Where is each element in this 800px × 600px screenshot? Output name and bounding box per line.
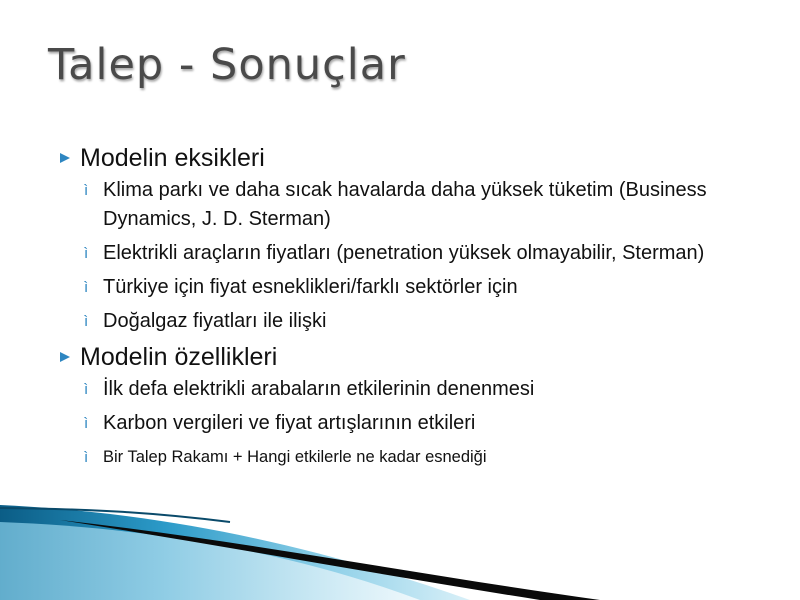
list-item <box>58 176 778 234</box>
section-heading-ozellikleri <box>58 341 778 373</box>
list-item <box>58 375 778 404</box>
sub-bullet-icon: ì <box>84 449 89 466</box>
list-item <box>58 307 778 336</box>
section-heading-eksikleri <box>58 142 778 174</box>
section-heading-text: Modelin eksikleri <box>80 144 265 172</box>
list-item <box>58 443 778 472</box>
sub-bullet-icon: ì <box>84 381 89 398</box>
sub-bullet-icon: ì <box>84 245 89 262</box>
triangle-bullet-icon <box>60 352 70 362</box>
list-item-text: Bir Talep Rakamı + Hangi etkilerle ne kadar esnediği <box>103 448 487 466</box>
triangle-bullet-icon <box>60 153 70 163</box>
list-item <box>58 409 778 438</box>
list-item-text: Karbon vergileri ve fiyat artışlarının etkileri <box>103 412 476 434</box>
sub-bullet-icon: ì <box>84 279 89 296</box>
list-item-text: Türkiye için fiyat esneklikleri/farklı sektörler için <box>103 276 518 298</box>
sub-bullet-icon: ì <box>84 182 89 199</box>
bullet-list <box>58 138 778 477</box>
sub-bullet-icon: ì <box>84 313 89 330</box>
list-item-text: İlk defa elektrikli arabaların etkilerinin denenmesi <box>103 378 535 400</box>
list-item <box>58 273 778 302</box>
sub-bullet-icon: ì <box>84 415 89 432</box>
list-item-text: Klima parkı ve daha sıcak havalarda daha yüksek tüketim (Business Dynamics, J. D. Sterman) <box>103 179 707 230</box>
list-item <box>58 239 778 268</box>
section-heading-text: Modelin özellikleri <box>80 343 278 371</box>
slide-title: Talep - Sonuçlar <box>48 40 406 90</box>
list-item-text: Elektrikli araçların fiyatları (penetration yüksek olmayabilir, Sterman) <box>103 242 705 264</box>
list-item-text: Doğalgaz fiyatları ile ilişki <box>103 310 327 332</box>
